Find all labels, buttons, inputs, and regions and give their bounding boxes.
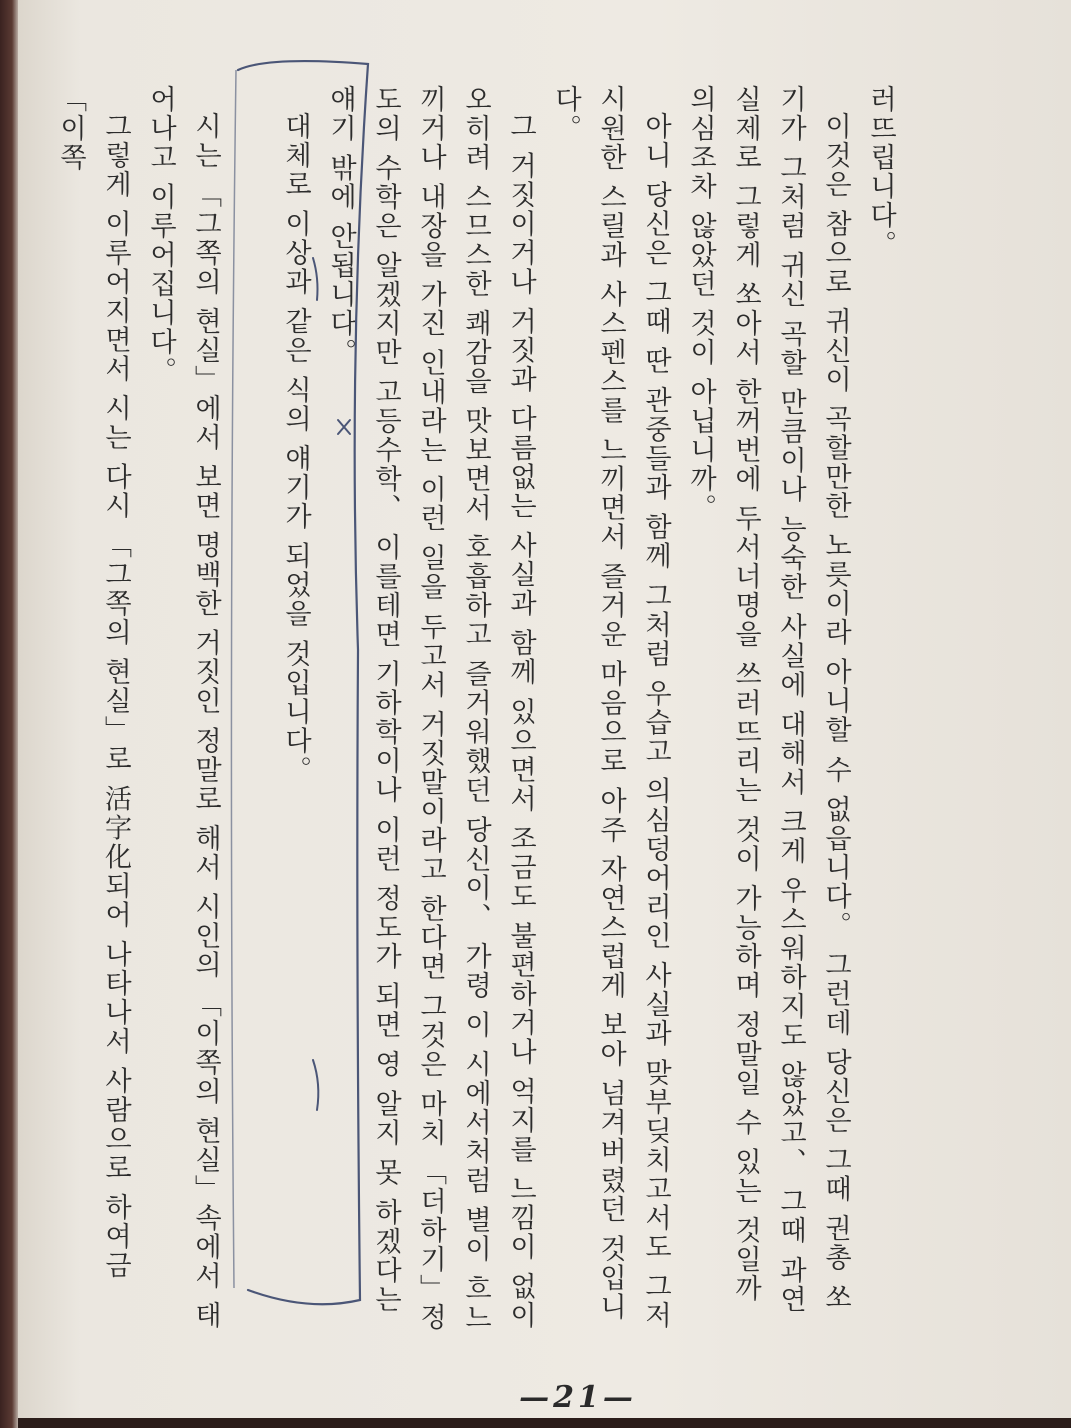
text-area [55,85,903,1335]
paragraph-5: 대체로 이상과 같은 식의 얘기가 되었을 것입니다。 [280,112,311,785]
paragraph-6: 시는 「그쪽의 현실」에서 보면 명백한 거짓인 정말로 해서 시인의 「이쪽의 현실」속에서 태어나고 이루어집니다。 [145,85,221,1331]
book-spine [0,0,20,1428]
page-bottom-edge [18,1418,1071,1428]
vertical-text [55,85,903,1335]
paragraph-7: 그렇게 이루어지면서 시는 다시 「그쪽의 현실」로 活字化되어 나타나서 사람으로 하여금 「이쪽 [55,85,131,1281]
page-number: —21— [519,1380,637,1415]
book-page [18,0,1071,1428]
paragraph-1: 러뜨립니다。 [865,85,896,259]
paragraph-4: 그 거짓이거나 거짓과 다름없는 사실과 함께 있으면서 조금도 불편하거나 억지를 느낌이 없이 오히려 스므스한 쾌감을 맛보면서 호흡하고 즐거워했던 당신이、 가령 이 시에서처럼 별이 흐느끼거나 내장을 가진 인내라는 이런 일을 두고서 거짓말이라고 한다면 그것은 마치 「더하기」정도의 수학은 알겠지만 고등수학、 이를테면 기하학이나 이런 정도가 되면 영 알지 못 하겠다는 얘기 밖에 안됩니다。 [325,85,536,1333]
paragraph-3: 아니 당신은 그때 딴 관중들과 함께 그처럼 우습고 의심덩어리인 사실과 맞부딪치고서도 그저 시원한 스릴과 사스펜스를 느끼면서 즐거운 마음으로 아주 자연스럽게 보아 넘겨버렸던 것입니다。 [550,85,671,1331]
paragraph-2: 이것은 참으로 귀신이 곡할만한 노릇이라 아니할 수 없읍니다。 그런데 당신은 그때 권총 쏘기가 그처럼 귀신 곡할 만큼이나 능숙한 사실에 대해서 크게 우스워하지도 않았고、 그때 과연 실제로 그렇게 쏘아서 한꺼번에 두서너명을 쓰러뜨리는 것이 가능하며 정말일 수 있는 것일까 의심조차 않았던 것이 아닙니까。 [685,85,851,1314]
